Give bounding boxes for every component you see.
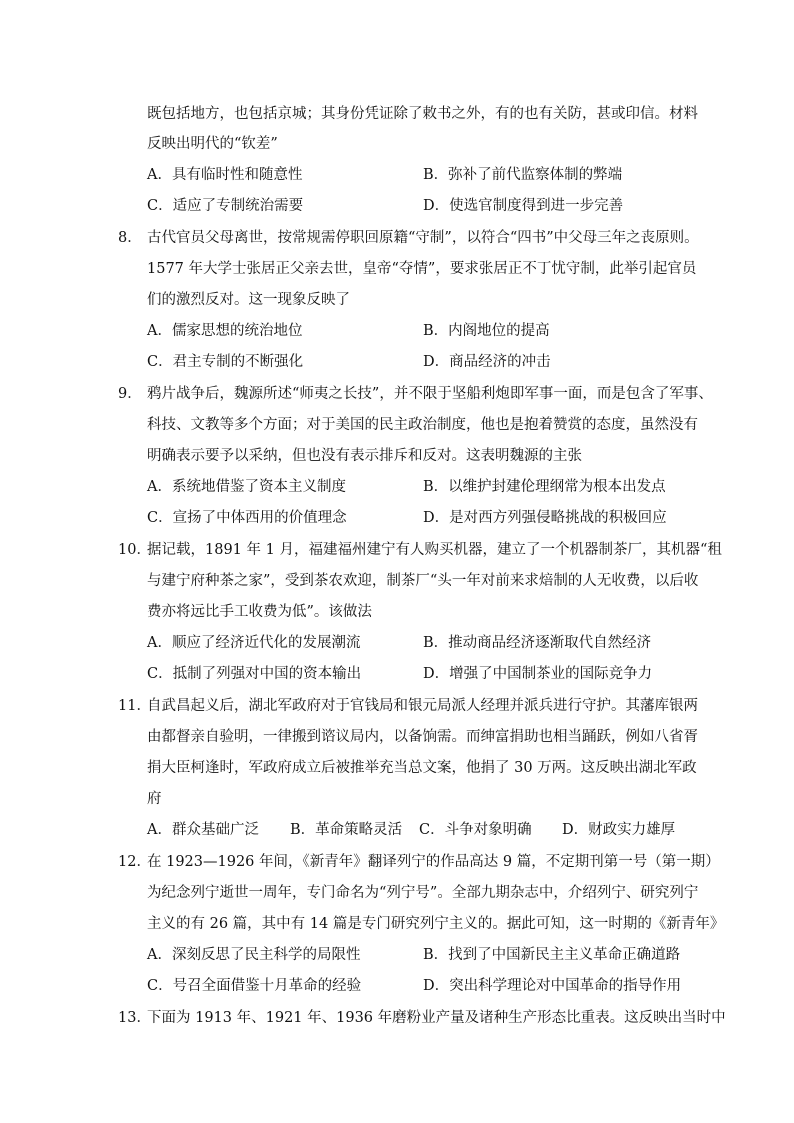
q8-option-a: A．儒家思想的统治地位: [147, 323, 303, 339]
q10-line-3: 费亦将远比手工收费为低”。该做法: [147, 604, 372, 620]
q13-text-1: 下面为 1913 年、1921 年、1936 年磨粉业产量及诸种生产形态比重表。这反映出当时中: [147, 1010, 726, 1026]
q10-line-2: 与建宁府种茶之家”，受到茶农欢迎，制茶厂“头一年对前来求焙制的人无收费，以后收: [147, 573, 699, 589]
q12-text-1: 在 1923—1926 年间，《新青年》翻译列宁的作品高达 9 篇，不定期刊第一号（第一期）: [147, 854, 720, 870]
q8-line-2: 1577 年大学士张居正父亲去世，皇帝“夺情”，要求张居正不丁忧守制，此举引起官员: [147, 261, 697, 277]
q10-number: 10．: [118, 542, 151, 558]
q11-option-b: B．革命策略灵活: [290, 822, 403, 838]
q11-number: 11．: [118, 698, 151, 714]
q10-option-d: D．增强了中国制茶业的国际竞争力: [423, 666, 653, 682]
q8-line-3: 们的激烈反对。这一现象反映了: [147, 292, 350, 308]
q13-number: 13．: [118, 1010, 151, 1026]
q13-line-1: [118, 1008, 726, 1028]
q7-option-d: D．使选官制度得到进一步完善: [423, 198, 624, 214]
q12-line-3: 主义的有 26 篇，其中有 14 篇是专门研究列宁主义的。据此可知，这一时期的《新青年》: [147, 916, 725, 932]
q12-option-d: D．突出科学理论对中国革命的指导作用: [423, 978, 682, 994]
q11-text-1: 自武昌起义后，湖北军政府对于官钱局和银元局派人经理并派兵进行守护。其藩库银两: [147, 698, 698, 714]
q12-number: 12．: [118, 854, 151, 870]
q12-option-b: B．找到了中国新民主主义革命正确道路: [423, 947, 681, 963]
q8-number: 8．: [118, 230, 142, 246]
q12-line-1: [118, 852, 720, 872]
q11-option-d: D．财政实力雄厚: [562, 822, 676, 838]
q7-line-1: 既包括地方，也包括京城；其身份凭证除了敕书之外，有的也有关防，甚或印信。材料: [147, 106, 698, 122]
q11-line-2: 由都督亲自验明，一律搬到谘议局内，以备饷需。而绅富捐助也相当踊跃，例如八省胥: [147, 729, 698, 745]
q8-text-1: 古代官员父母离世，按常规需停职回原籍“守制”，以符合“四书”中父母三年之丧原则。: [147, 230, 699, 246]
q7-option-a: A．具有临时性和随意性: [147, 167, 303, 183]
q9-line-2: 科技、文教等多个方面；对于美国的民主政治制度，他也是抱着赞赏的态度，虽然没有: [147, 417, 698, 433]
q11-line-1: [118, 696, 698, 716]
q9-option-b: B．以维护封建伦理纲常为根本出发点: [423, 479, 666, 495]
q10-text-1: 据记载，1891 年 1 月，福建福州建宁有人购买机器，建立了一个机器制茶厂，其机器“租: [147, 542, 722, 558]
q8-option-c: C．君主专制的不断强化: [147, 354, 304, 370]
q12-line-2: 为纪念列宁逝世一周年，专门命名为“列宁号”。全部九期杂志中，介绍列宁、研究列宁: [147, 885, 699, 901]
q9-text-1: 鸦片战争后，魏源所述“师夷之长技”，并不限于坚船利炮即军事一面，而是包含了军事、: [147, 386, 713, 402]
q9-number: 9．: [118, 386, 142, 402]
q8-option-b: B．内阁地位的提高: [423, 323, 550, 339]
q8-option-d: D．商品经济的冲击: [423, 354, 551, 370]
q7-option-b: B．弥补了前代监察体制的弊端: [423, 167, 623, 183]
q11-option-c: C．斗争对象明确: [419, 822, 532, 838]
q9-line-3: 明确表示要予以采纳，但也没有表示排斥和反对。这表明魏源的主张: [147, 448, 582, 464]
q9-line-1: [118, 384, 713, 404]
q11-line-3: 捐大臣柯逢时，军政府成立后被推举充当总文案，他捐了 30 万两。这反映出湖北军政: [147, 760, 697, 776]
q12-option-a: A．深刻反思了民主科学的局限性: [147, 947, 361, 963]
q11-line-4: 府: [147, 791, 162, 807]
q10-option-a: A．顺应了经济近代化的发展潮流: [147, 635, 361, 651]
q9-option-a: A．系统地借鉴了资本主义制度: [147, 479, 346, 495]
q9-option-d: D．是对西方列强侵略挑战的积极回应: [423, 510, 667, 526]
q7-option-c: C．适应了专制统治需要: [147, 198, 304, 214]
q10-option-b: B．推动商品经济逐渐取代自然经济: [423, 635, 652, 651]
q7-line-2: 反映出明代的“钦差”: [147, 136, 278, 152]
q10-line-1: [118, 540, 722, 560]
q11-option-a: A．群众基础广泛: [147, 822, 259, 838]
q9-option-c: C．宣扬了中体西用的价值理念: [147, 510, 347, 526]
q8-line-1: [118, 228, 699, 248]
q12-option-c: C．号召全面借鉴十月革命的经验: [147, 978, 362, 994]
q10-option-c: C．抵制了列强对中国的资本输出: [147, 666, 362, 682]
